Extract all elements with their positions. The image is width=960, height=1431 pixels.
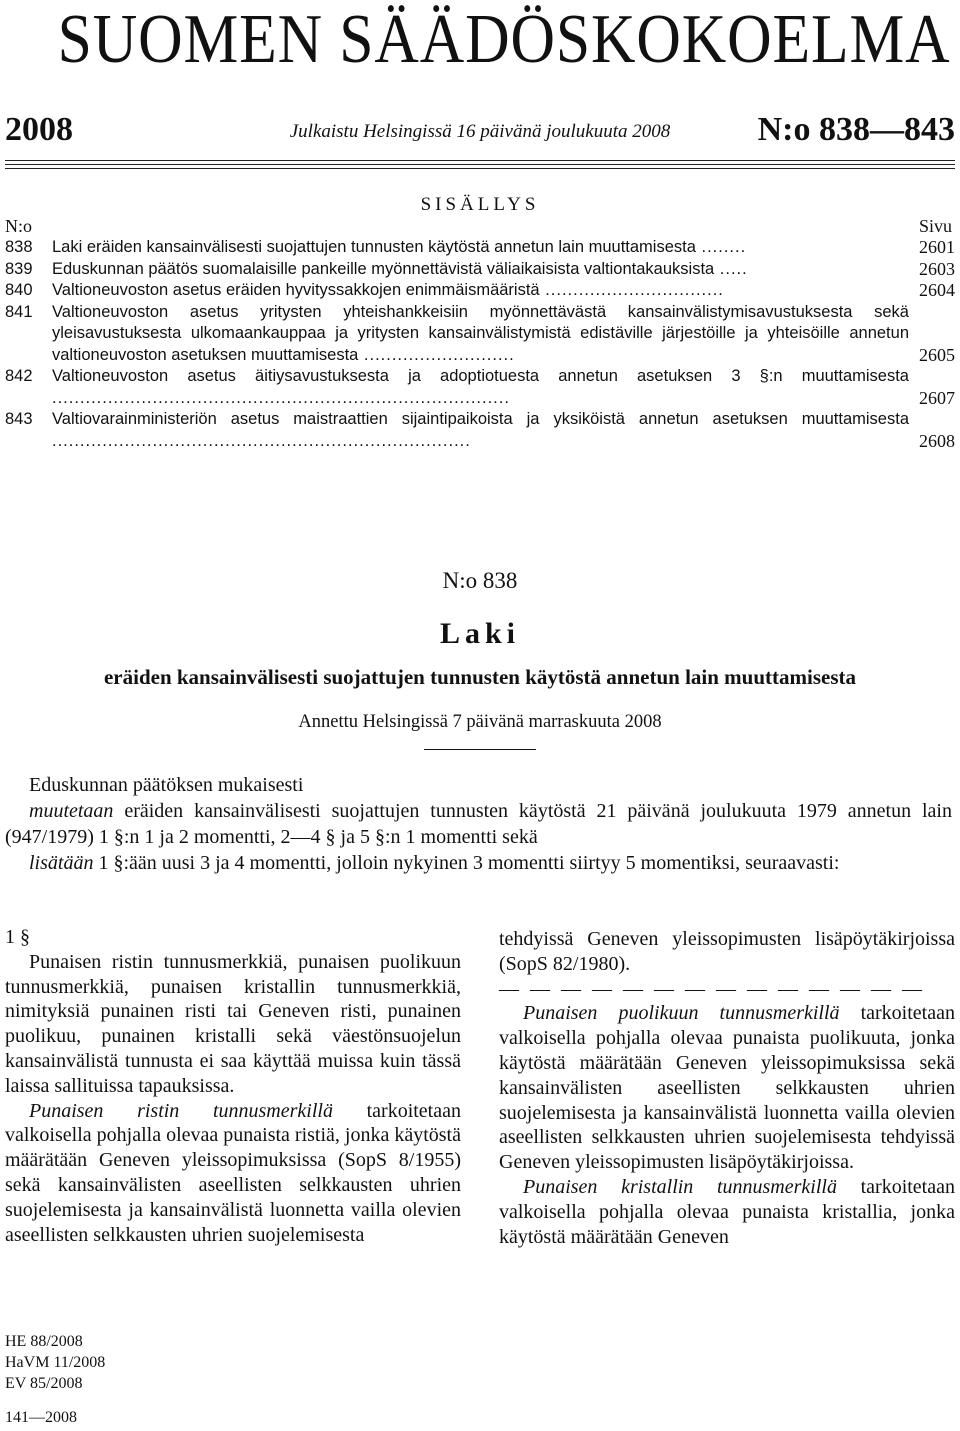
publication-year: 2008 <box>5 111 73 148</box>
amendment-clause <box>5 798 952 850</box>
entry-title: Valtioneuvoston asetus yritysten yhteishankkeisiin myönnettävästä kansainvälistymisavustuksesta sekä yleisavustuksesta ulkomaankauppaa ja yritysten kansainvälistymistä edistäville järjestöille ja yhteisöille annetun valtioneuvoston asetuksen muuttamisesta <box>52 302 909 364</box>
entry-number: 839 <box>5 259 33 278</box>
entry-number: 843 <box>5 410 33 428</box>
reference-item: HaVM 11/2008 <box>5 1354 106 1371</box>
header-rule-top <box>5 160 955 161</box>
definition-text: tarkoitetaan valkoisella pohjalla olevaa punaista puolikuuta, jonka käytöstä määrätään Geneven yleissopimuksissa sekä kansainvälisten aseellisten selkkausten uhrien suojelemisesta ja kansainvälistä luonnetta vailla olevien aseellisten selkkausten uhrien suojelemisesta tehdyissä Geneven yleissopimusten lisäpöytäkirjoissa. <box>499 1002 955 1174</box>
omission-marker: — — — — — — — — — — — — — — <box>499 977 925 1000</box>
header-rule-bottom <box>5 168 955 169</box>
defined-term: Punaisen puolikuun tunnusmerkillä <box>523 1002 840 1025</box>
section-paragraph <box>5 1099 461 1248</box>
section-heading: 1 § <box>5 926 30 948</box>
reference-item: HE 88/2008 <box>5 1333 83 1350</box>
entry-page: 2603 <box>919 258 955 279</box>
added-keyword: lisätään <box>29 852 94 874</box>
act-given-date: Annettu Helsingissä 7 päivänä marraskuuta 2008 <box>298 712 662 732</box>
entry-page: 2605 <box>919 344 955 365</box>
entry-number: 838 <box>5 238 33 256</box>
entry-page: 2604 <box>919 280 955 300</box>
entry-title: Eduskunnan päätös suomalaisille pankeille myönnettävistä väliaikaisista valtiontakauksista <box>52 259 715 278</box>
reference-item: EV 85/2008 <box>5 1375 83 1392</box>
contents-column-labels <box>5 216 952 238</box>
amended-text: eräiden kansainvälisesti suojattujen tunnusten käytöstä 21 päivänä joulukuuta 1979 annetun lain (947/1979) 1 §:n 1 ja 2 momentti, 2—4 § ja 5 §:n 1 momentti sekä <box>5 800 952 848</box>
contents-page-label: Sivu <box>918 216 952 236</box>
dot-leader: ..... <box>714 259 748 278</box>
publication-date: Julkaistu Helsingissä 16 päivänä joulukuuta 2008 <box>289 121 671 142</box>
contents-entry[interactable] <box>5 259 955 281</box>
right-column <box>499 927 955 1249</box>
entry-page: 2607 <box>919 387 955 408</box>
entry-number: 841 <box>5 302 33 321</box>
defined-term: Punaisen kristallin tunnusmerkillä <box>523 1175 837 1198</box>
dot-leader: ........................................................................... <box>52 431 471 450</box>
table-of-contents <box>5 237 955 452</box>
issue-number-range: N:o 838—843 <box>757 111 955 148</box>
publication-row <box>5 108 955 152</box>
added-text: 1 §:ään uusi 3 ja 4 momentti, jolloin nykyinen 3 momentti siirtyy 5 momentiksi, seuraavasti: <box>93 852 840 874</box>
section-paragraph <box>499 1175 955 1249</box>
entry-title: Valtioneuvoston asetus äitiysavustuksesta ja adoptiotuesta annetun asetuksen 3 §:n muuttamisesta <box>52 367 909 385</box>
section-paragraph: Punaisen ristin tunnusmerkkiä, punaisen puolikuun tunnusmerkkiä, punaisen kristallin tunnusmerkkiä, nimityksiä punainen risti tai Geneven risti, punainen puolikuu, punainen kristalli sekä väestönsuojelun kansainvälistä tunnusta ei saa käyttää muissa kuin tässä laissa sallituissa tapauksissa. <box>5 950 461 1097</box>
title-separator <box>424 749 536 750</box>
contents-entry[interactable] <box>5 280 955 302</box>
contents-entry[interactable] <box>5 302 955 367</box>
act-number: N:o 838 <box>442 568 518 593</box>
entry-title: Valtiovarainministeriön asetus maistraattien sijaintipaikoista ja yksiköistä annetun asetuksen muuttamisesta <box>52 410 909 428</box>
legislative-references <box>5 1331 105 1394</box>
contents-entry[interactable] <box>5 409 955 452</box>
entry-title: Laki eräiden kansainvälisesti suojattujen tunnusten käytöstä annetun lain muuttamisesta <box>52 238 696 256</box>
act-title: eräiden kansainvälisesti suojattujen tunnusten käytöstä annetun lain muuttamisesta <box>103 665 857 689</box>
entry-page: 2608 <box>919 430 955 451</box>
amended-keyword: muutetaan <box>29 800 114 822</box>
act-type: Laki <box>439 617 521 650</box>
addition-clause <box>5 850 952 876</box>
defined-term: Punaisen ristin tunnusmerkillä <box>29 1099 333 1122</box>
preamble-line: Eduskunnan päätöksen mukaisesti <box>29 774 304 796</box>
contents-heading: SISÄLLYS <box>420 194 540 215</box>
contents-entry[interactable] <box>5 237 955 259</box>
header-rule-middle <box>5 164 955 165</box>
entry-number: 840 <box>5 281 33 299</box>
entry-page: 2601 <box>919 237 955 257</box>
masthead-title: SUOMEN SÄÄDÖSKOKOELMA <box>57 1 951 78</box>
dot-leader: .................................................................................. <box>52 388 510 407</box>
entry-title: Valtioneuvoston asetus eräiden hyvityssakkojen enimmäismääristä <box>52 281 540 299</box>
dot-leader: ........ <box>695 238 747 256</box>
page-identifier: 141—2008 <box>5 1409 77 1426</box>
definition-text: tarkoitetaan valkoisella pohjalla olevaa punaista kristallia, jonka käytöstä määrätään Geneven <box>499 1175 955 1248</box>
section-paragraph-continued: tehdyissä Geneven yleissopimusten lisäpöytäkirjoissa (SopS 82/1980). <box>499 928 955 975</box>
definition-text: tarkoitetaan valkoisella pohjalla olevaa punaista ristiä, jonka käytöstä määrätään Geneven yleissopimuksissa (SopS 8/1955) sekä kansainvälisten aseellisten selkkausten uhrien suojelemisesta ja kansainvälistä luonnetta vailla olevien aseellisten selkkausten uhrien suojelemisesta <box>5 1099 461 1246</box>
contents-entry[interactable] <box>5 366 955 409</box>
left-column <box>5 925 461 1247</box>
section-paragraph <box>499 1001 955 1175</box>
contents-number-label: N:o <box>5 216 32 236</box>
dot-leader: ........................... <box>358 345 515 364</box>
entry-number: 842 <box>5 367 33 385</box>
act-preamble <box>5 772 952 876</box>
dot-leader: ................................ <box>539 281 724 299</box>
